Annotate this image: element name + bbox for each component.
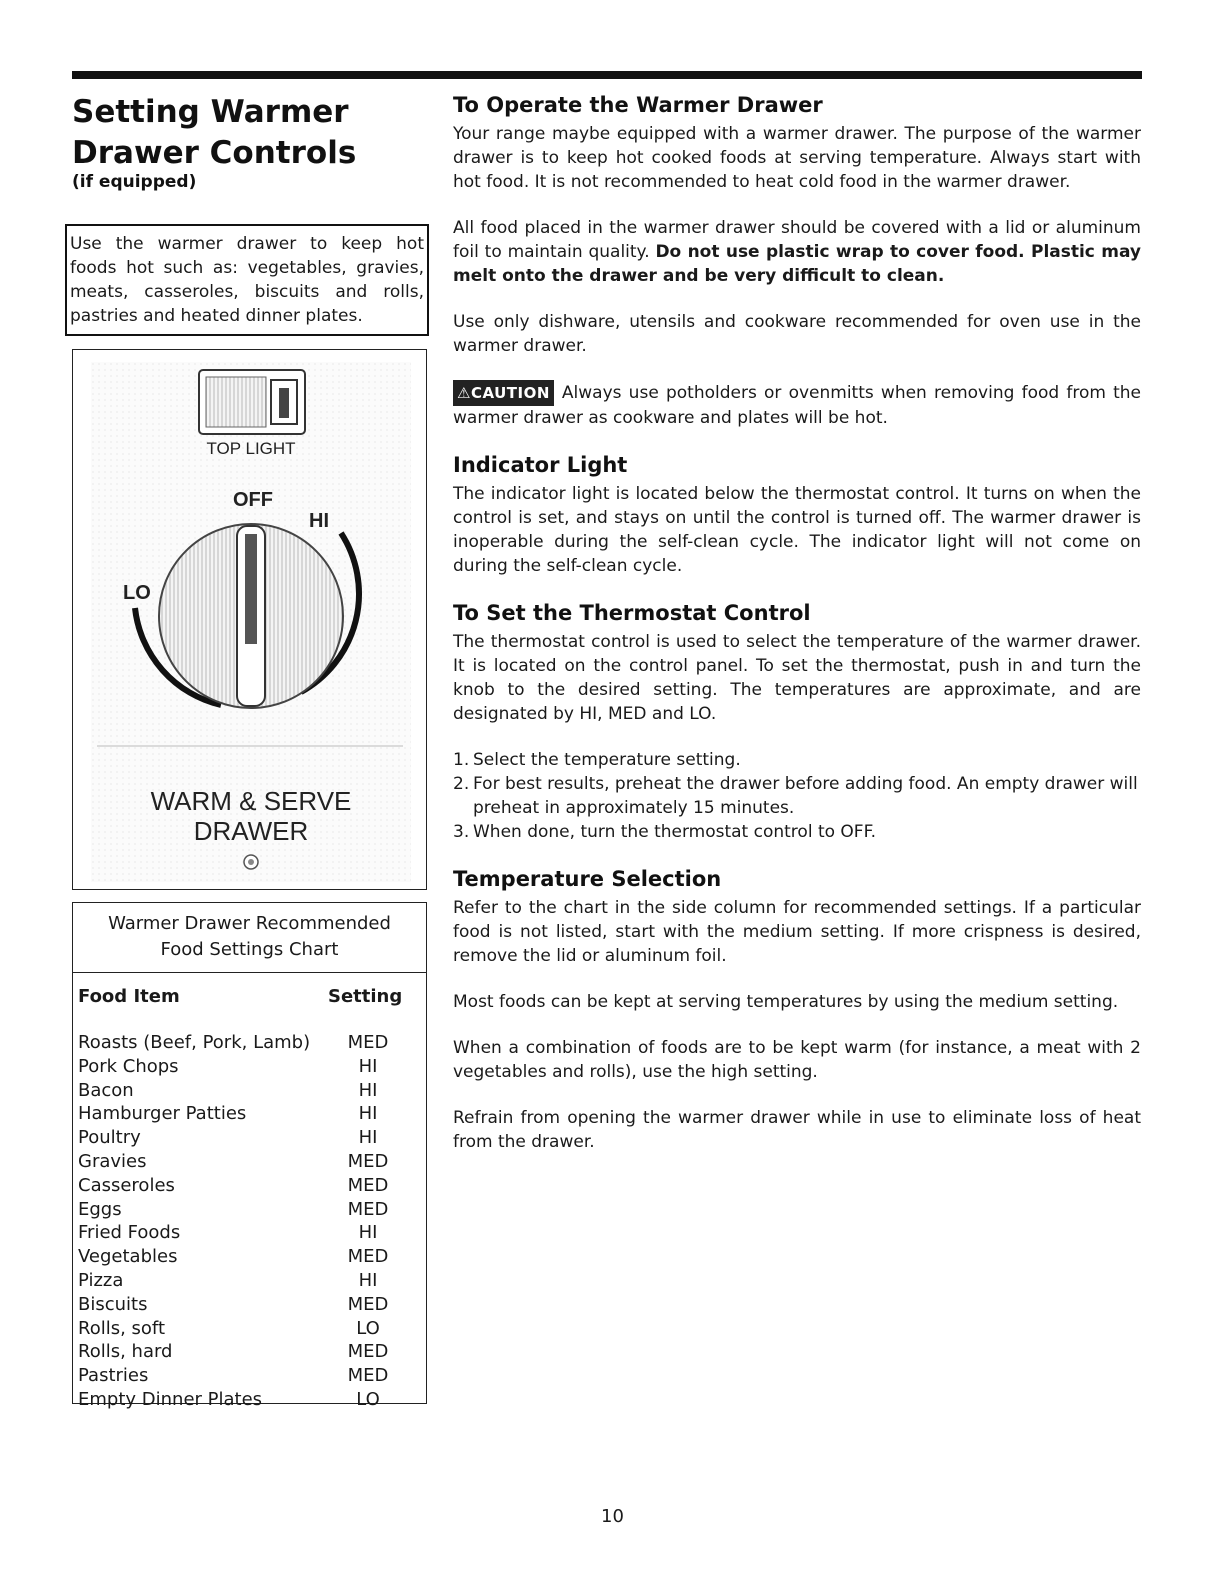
column-header-setting: Setting: [328, 986, 403, 1007]
food-item: Pizza: [78, 1269, 124, 1291]
food-item: Pastries: [78, 1365, 149, 1387]
chart-title-line2: Food Settings Chart: [160, 939, 339, 960]
food-item: Rolls, hard: [78, 1341, 173, 1363]
setting-value: MED: [347, 1341, 389, 1363]
operate-paragraph-1: Your range maybe equipped with a warmer drawer. The purpose of the warmer drawer is to keep hot cooked foods at serving temperature. Always start with hot food. It is not recommended to heat cold food in the warmer drawer.: [453, 124, 1141, 192]
table-row: [78, 1055, 418, 1079]
setting-value: HI: [358, 1222, 378, 1244]
section-heading-selection: Temperature Selection: [453, 867, 722, 891]
table-row: [78, 1364, 418, 1388]
caution-text: Always use potholders or ovenmitts when removing food from the warmer drawer as cookware and plates will be hot.: [453, 383, 1141, 428]
control-panel-drawing: [73, 350, 427, 890]
table-row: [78, 1340, 418, 1364]
food-item: Vegetables: [78, 1246, 178, 1268]
table-row: [78, 1388, 418, 1412]
top-light-switch[interactable]: [199, 370, 305, 434]
food-item: Fried Foods: [78, 1222, 181, 1244]
setting-value: HI: [358, 1055, 378, 1077]
column-header-food: Food Item: [78, 986, 180, 1007]
selection-paragraph-3: When a combination of foods are to be kept warm (for instance, a meat with 2 vegetables and rolls), use the high setting.: [453, 1038, 1141, 1082]
operate-paragraph-3: Use only dishware, utensils and cookware recommended for oven use in the warmer drawer.: [453, 312, 1141, 356]
table-row: [78, 1126, 418, 1150]
step-text: Select the temperature setting.: [473, 750, 741, 770]
setting-value: MED: [347, 1150, 389, 1172]
chart-title: [73, 911, 426, 963]
off-label: OFF: [233, 489, 273, 511]
setting-value: HI: [358, 1103, 378, 1125]
section-heading-thermostat: To Set the Thermostat Control: [453, 601, 811, 625]
lo-label: LO: [123, 582, 151, 604]
thermostat-steps: [453, 748, 1141, 844]
food-item: Gravies: [78, 1150, 147, 1172]
top-light-label: TOP LIGHT: [206, 439, 296, 458]
section-heading-indicator: Indicator Light: [453, 453, 628, 477]
step-text: When done, turn the thermostat control to OFF.: [473, 822, 877, 842]
food-settings-chart: [72, 902, 427, 1410]
table-row: [78, 1031, 418, 1055]
selection-paragraph-1: Refer to the chart in the side column for recommended settings. If a particular food is not listed, start with the medium setting. If more crispness is desired, remove the lid or aluminum foil.: [453, 898, 1141, 966]
step-text: For best results, preheat the drawer before adding food. An empty drawer will preheat in approximately 15 minutes.: [473, 774, 1138, 818]
selection-paragraph-4: Refrain from opening the warmer drawer while in use to eliminate loss of heat from the drawer.: [453, 1108, 1141, 1152]
food-item: Eggs: [78, 1198, 122, 1220]
food-item: Hamburger Patties: [78, 1103, 247, 1125]
food-item: Bacon: [78, 1079, 134, 1101]
table-row: [78, 1293, 418, 1317]
food-item: Roasts (Beef, Pork, Lamb): [78, 1032, 311, 1053]
page-subtitle: (if equipped): [72, 172, 197, 192]
indicator-paragraph: The indicator light is located below the thermostat control. It turns on when the control is set, and stays on until the control is turned off. The warmer drawer is inoperable during the self-clean cycle. The indicator light will not come on during the self-clean cycle.: [453, 484, 1141, 576]
page-title: Setting Warmer Drawer Controls: [72, 94, 357, 171]
food-item: Casseroles: [78, 1174, 175, 1196]
thermostat-knob[interactable]: [159, 524, 343, 708]
warm-serve-label: WARM & SERVE: [150, 786, 352, 816]
selection-paragraph-2: Most foods can be kept at serving temperatures by using the medium setting.: [453, 992, 1119, 1012]
control-panel-illustration: [72, 349, 427, 890]
chart-title-line1: Warmer Drawer Recommended: [108, 913, 391, 934]
table-row: [78, 1102, 418, 1126]
chart-divider: [73, 972, 426, 973]
table-row: [78, 1269, 418, 1293]
step-number: 2.: [453, 774, 470, 794]
setting-value: HI: [358, 1127, 378, 1149]
setting-value: MED: [347, 1032, 389, 1053]
table-row: [78, 1317, 418, 1341]
setting-value: MED: [347, 1198, 389, 1220]
chart-rows: [78, 1031, 418, 1412]
list-item: [453, 820, 1141, 844]
food-item: Pork Chops: [78, 1055, 179, 1077]
table-row: [78, 1079, 418, 1103]
setting-value: LO: [356, 1388, 380, 1410]
setting-value: MED: [347, 1365, 389, 1387]
food-item: Poultry: [78, 1127, 141, 1149]
setting-value: MED: [347, 1174, 389, 1196]
table-row: [78, 1198, 418, 1222]
usage-tip-box: Use the warmer drawer to keep hot foods hot such as: vegetables, gravies, meats, casseroles, biscuits and rolls, pastries and heated dinner plates.: [65, 224, 429, 336]
main-column: [453, 92, 1141, 1154]
operate-paragraph-2: [453, 216, 1141, 288]
setting-value: HI: [358, 1079, 378, 1101]
drawer-label: DRAWER: [193, 816, 309, 846]
step-number: 3.: [453, 822, 470, 842]
setting-value: MED: [347, 1246, 389, 1268]
page-number: 10: [601, 1506, 624, 1527]
setting-value: MED: [347, 1293, 389, 1315]
food-item: Biscuits: [78, 1293, 148, 1315]
hi-label: HI: [309, 510, 329, 532]
section-heading-operate: To Operate the Warmer Drawer: [453, 93, 823, 117]
table-row: [78, 1245, 418, 1269]
caution-badge: ⚠CAUTION: [453, 380, 554, 406]
table-row: [78, 1174, 418, 1198]
operate-p2-text: All food placed in the warmer drawer should be covered with a lid or aluminum foil to maintain quality.: [453, 218, 1141, 262]
top-rule: [72, 71, 1142, 79]
list-item: [453, 748, 1141, 772]
food-item: Empty Dinner Plates: [78, 1388, 263, 1410]
table-row: [78, 1150, 418, 1174]
indicator-light-icon: [244, 855, 258, 869]
setting-value: LO: [356, 1317, 380, 1339]
table-row: [78, 1221, 418, 1245]
step-number: 1.: [453, 750, 470, 770]
list-item: [453, 772, 1141, 820]
caution-paragraph: [453, 380, 1141, 430]
plastic-wrap-warning: Do not use plastic wrap to cover food. Plastic may melt onto the drawer and be very difficult to clean.: [453, 242, 1141, 286]
thermostat-paragraph: The thermostat control is used to select the temperature of the warmer drawer. It is located on the control panel. To set the thermostat, push in and turn the knob to the desired setting. The temperatures are approximate, and are designated by HI, MED and LO.: [453, 632, 1141, 724]
food-item: Rolls, soft: [78, 1317, 166, 1339]
setting-value: HI: [358, 1269, 378, 1291]
